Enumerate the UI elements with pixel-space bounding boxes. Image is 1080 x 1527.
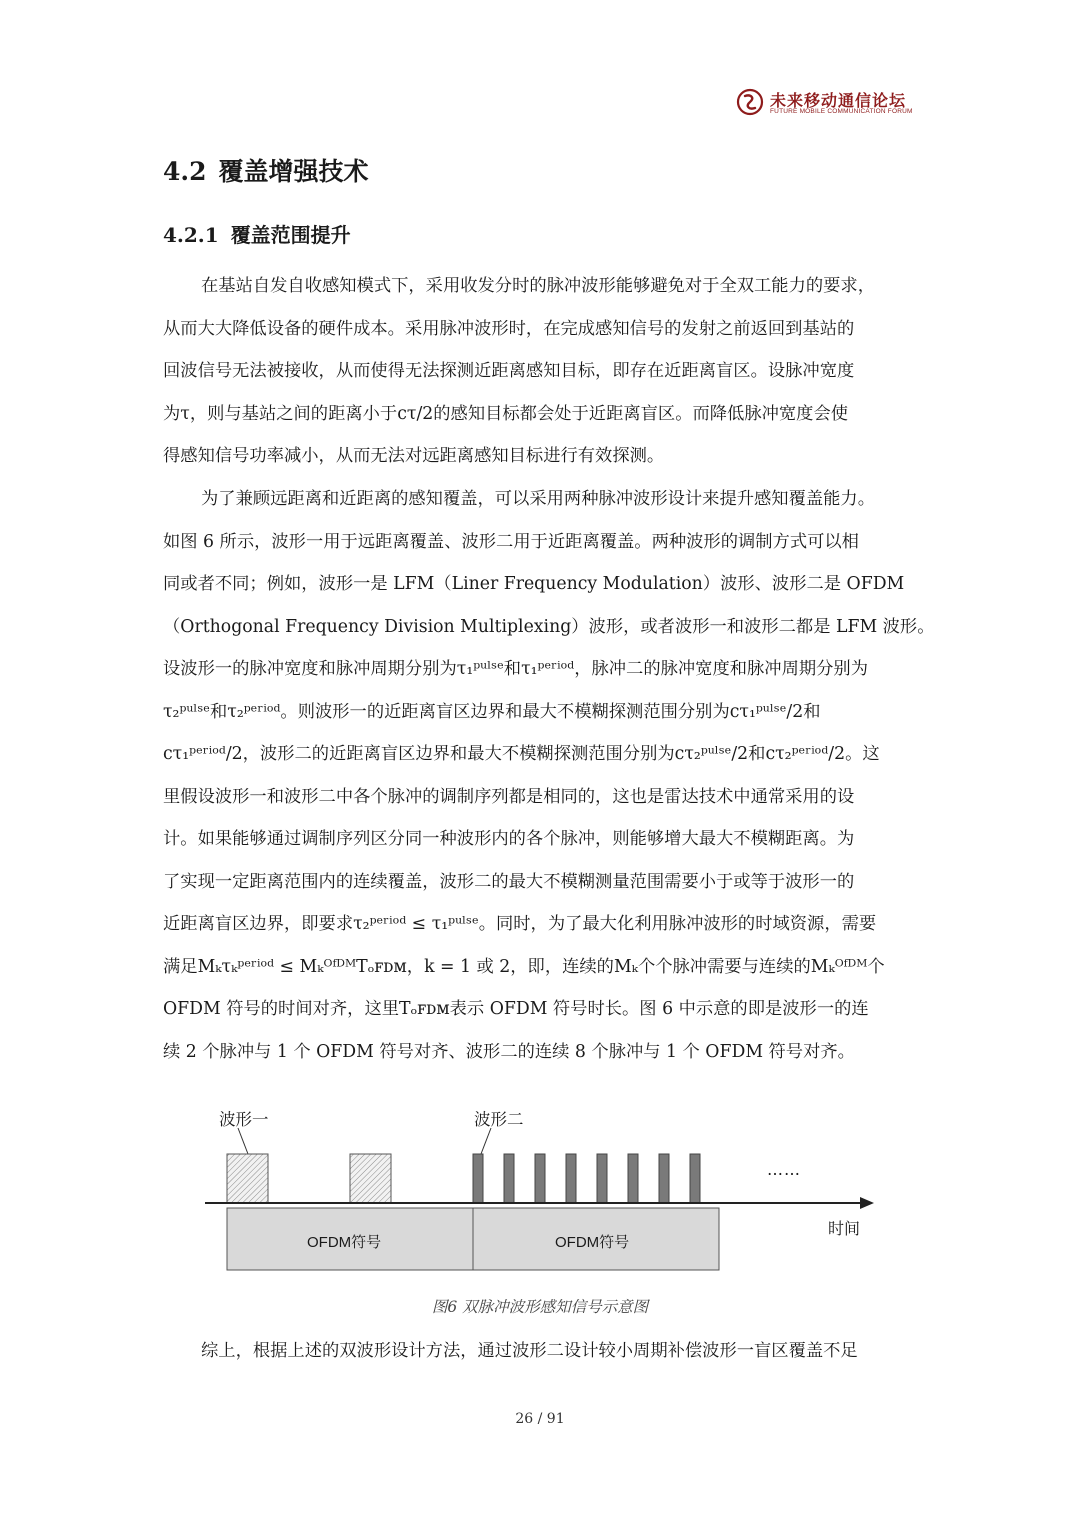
text-line: 近距离盲区边界，即要求τ₂ᵖᵉʳⁱᵒᵈ ≤ τ₁ᵖᵘˡˢᵉ。同时，为了最大化利用脉冲波形的时域资源，需要 [163,914,877,934]
text-line: 得感知信号功率减小，从而无法对远距离感知目标进行有效探测。 [163,446,665,466]
subsection-heading [163,219,351,248]
text-line: 在基站自发自收感知模式下，采用收发分时的脉冲波形能够避免对于全双工能力的要求， [201,276,875,296]
wave2-pulse [597,1154,607,1203]
logo-chinese-text: 未来移动通信论坛 [770,91,907,110]
text-line: 里假设波形一和波形二中各个脉冲的调制序列都是相同的，这也是雷达技术中通常采用的设 [163,786,855,807]
section-heading [163,152,369,188]
text-line: （Orthogonal Frequency Division Multiplexing）波形，或者波形一和波形二都是 LFM 波形。 [163,616,935,637]
ofdm-symbol-label: OFDM符号 [307,1234,382,1251]
subsection-number: 4.2.1 [163,223,219,247]
logo-english-text: FUTURE MOBILE COMMUNICATION FORUM [770,108,913,115]
section-number: 4.2 [163,157,207,186]
text-line: 从而大大降低设备的硬件成本。采用脉冲波形时，在完成感知信号的发射之前返回到基站的 [163,318,855,339]
figure-6 [200,1098,880,1276]
text-line: 续 2 个脉冲与 1 个 OFDM 符号对齐、波形二的连续 8 个脉冲与 1 个 OFDM 符号对齐。 [163,1041,855,1062]
figure-caption: 图6 双脉冲波形感知信号示意图 [431,1298,649,1316]
wave1-pulse [227,1154,268,1203]
text-line: OFDM 符号的时间对齐，这里Tₒꜰᴅᴍ表示 OFDM 符号时长。图 6 中示意的即是波形一的连 [163,999,869,1019]
text-line: 满足Mₖτₖᵖᵉʳⁱᵒᵈ ≤ MₖᴼᶠᴰᴹTₒꜰᴅᴍ，k = 1 或 2，即，连续的Mₖ个个脉冲需要与连续的Mₖᴼᶠᴰᴹ个 [163,956,885,977]
wave2-pulse [690,1154,700,1203]
wave2-pulse [628,1154,638,1203]
time-axis-label: 时间 [828,1219,861,1238]
text-line: 了实现一定距离范围内的连续覆盖，波形二的最大不模糊测量范围需要小于或等于波形一的 [163,871,855,892]
text-line: cτ₁ᵖᵉʳⁱᵒᵈ/2，波形二的近距离盲区边界和最大不模糊探测范围分别为cτ₂ᵖᵘˡˢᵉ/2和cτ₂ᵖᵉʳⁱᵒᵈ/2。这 [163,744,880,764]
ofdm-symbol-label: OFDM符号 [555,1234,630,1251]
section-title: 覆盖增强技术 [218,157,369,186]
wave2-pulse [504,1154,514,1203]
text-line: 回波信号无法被接收，从而使得无法探测近距离感知目标，即存在近距离盲区。设脉冲宽度 [163,361,855,381]
wave2-label: 波形二 [474,1110,524,1129]
wave2-pulse [659,1154,669,1203]
text-line: 计。如果能够通过调制序列区分同一种波形内的各个脉冲，则能够增大最大不模糊距离。为 [163,829,855,849]
forum-logo [736,86,913,122]
text-line: τ₂ᵖᵘˡˢᵉ和τ₂ᵖᵉʳⁱᵒᵈ。则波形一的近距离盲区边界和最大不模糊探测范围分别为cτ₁ᵖᵘˡˢᵉ/2和 [163,701,821,722]
wave2-pulse [535,1154,545,1203]
continuation-ellipsis: …… [767,1160,801,1179]
text-line: 为τ，则与基站之间的距离小于cτ/2的感知目标都会处于近距离盲区。而降低脉冲宽度会使 [163,403,849,424]
pulse-diagram [200,1098,880,1276]
text-line: 设波形一的脉冲宽度和脉冲周期分别为τ₁ᵖᵘˡˢᵉ和τ₁ᵖᵉʳⁱᵒᵈ，脉冲二的脉冲宽度和脉冲周期分别为 [163,659,868,679]
wave2-pulse [473,1154,483,1203]
paragraph-1 [163,265,919,478]
wave1-label: 波形一 [219,1110,269,1129]
time-axis-arrow [860,1197,874,1209]
wave2-pulse [566,1154,576,1203]
text-line: 如图 6 所示，波形一用于远距离覆盖、波形二用于近距离覆盖。两种波形的调制方式可以相 [163,531,859,552]
text-line: 为了兼顾远距离和近距离的感知覆盖，可以采用两种脉冲波形设计来提升感知覆盖能力。 [201,489,875,509]
page-number: 26 / 91 [515,1411,565,1427]
wave1-pulse [350,1154,391,1203]
wave2-callout-line [481,1128,491,1154]
forum-logo-icon [736,88,764,116]
paragraph-2 [163,478,935,1073]
paragraph-3: 综上，根据上述的双波形设计方法，通过波形二设计较小周期补偿波形一盲区覆盖不足 [201,1341,858,1361]
wave1-callout-line [238,1128,248,1154]
text-line: 同或者不同；例如，波形一是 LFM（Liner Frequency Modulation）波形、波形二是 OFDM [163,574,905,594]
subsection-title: 覆盖范围提升 [230,223,351,247]
